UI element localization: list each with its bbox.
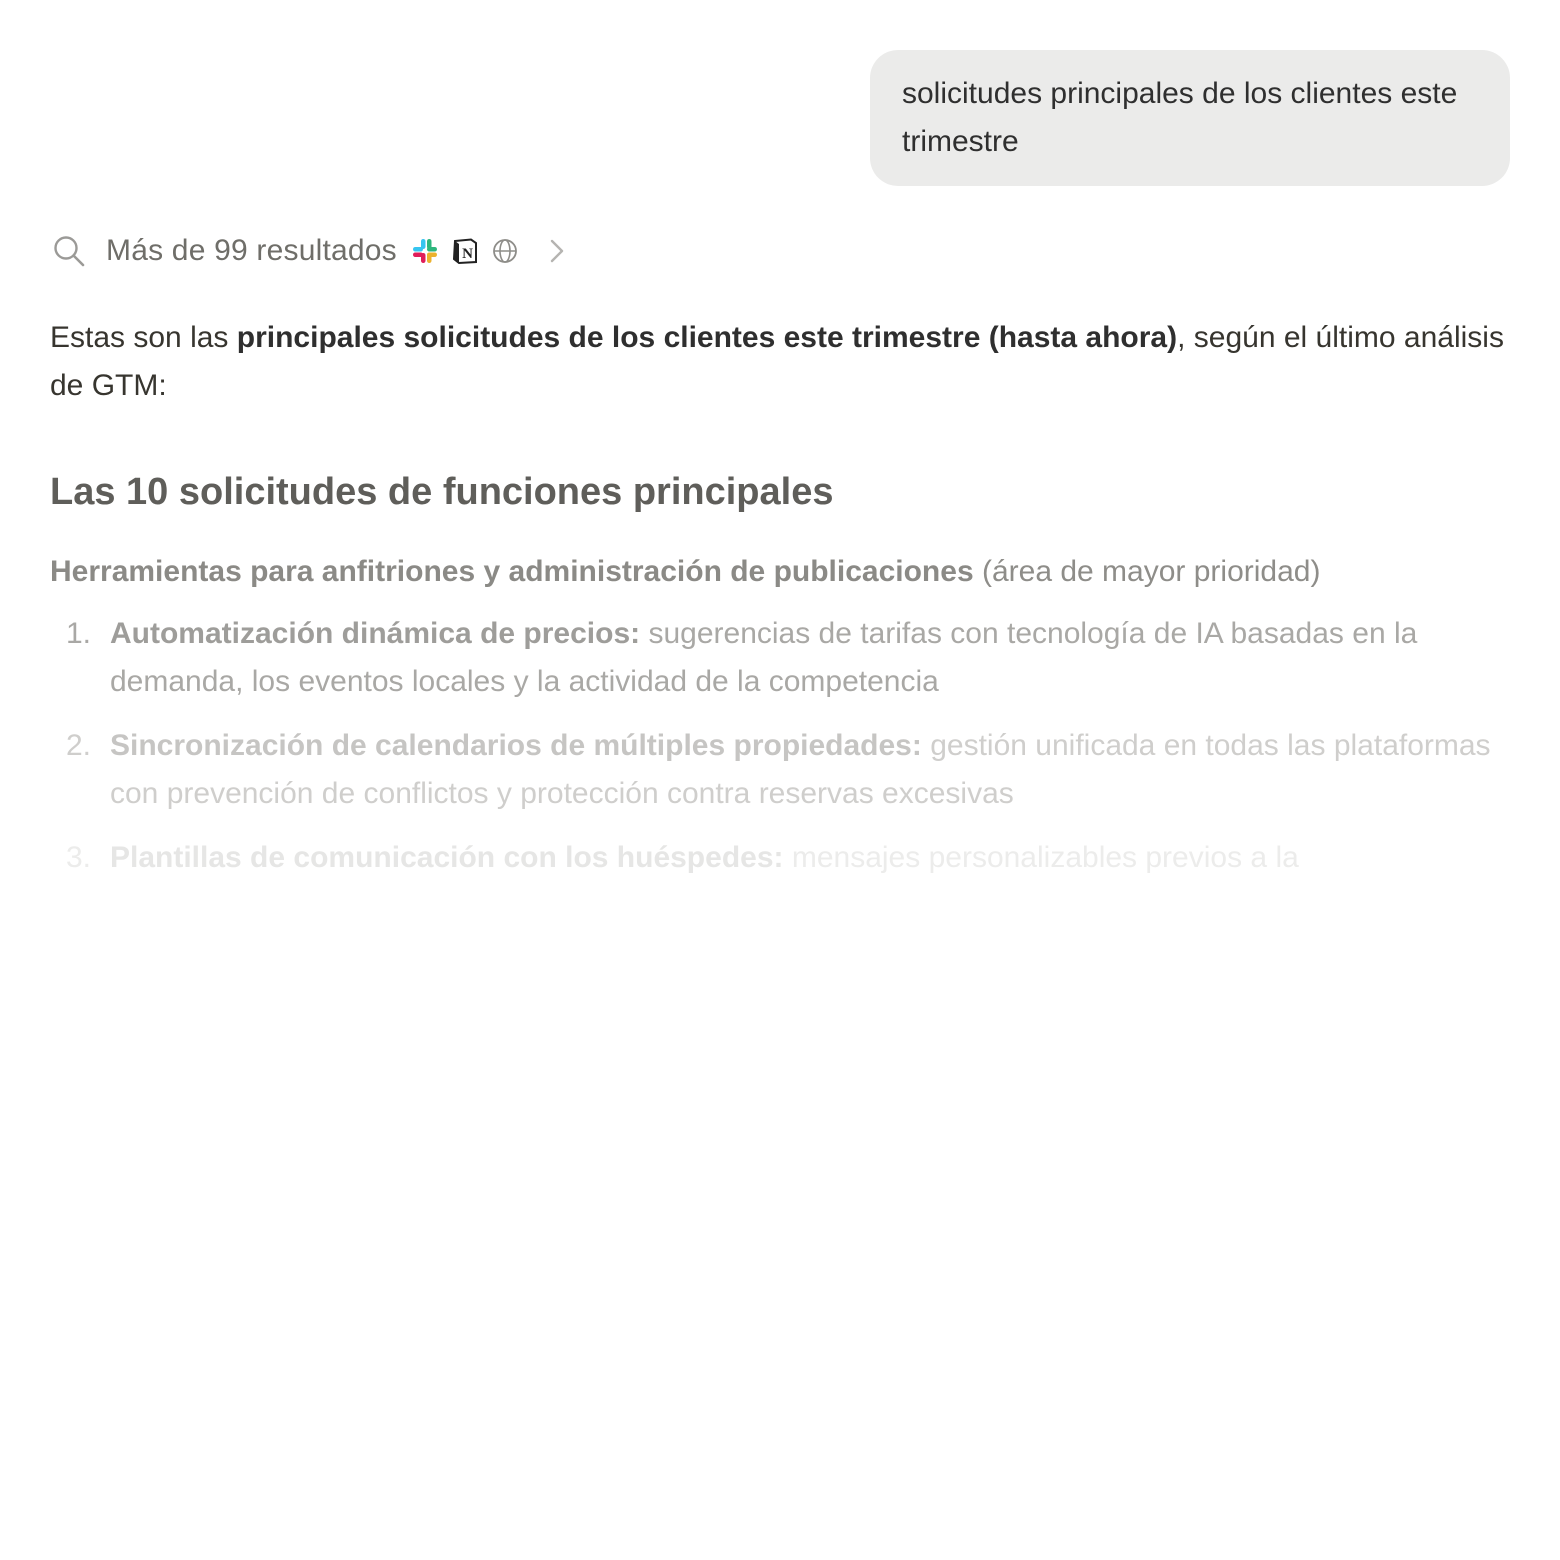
chevron-right-icon[interactable] <box>545 237 569 265</box>
intro-suffix: , según el último análisis de GTM: <box>50 321 1504 402</box>
item-description: mensajes personalizables previos a la <box>783 841 1299 874</box>
svg-text:N: N <box>461 246 473 262</box>
item-title: Plantillas de comunicación con los huéspedes: <box>110 841 784 874</box>
category-note: (área de mayor prioridad) <box>973 555 1321 588</box>
user-message-bubble: solicitudes principales de los clientes este trimestre <box>870 50 1510 186</box>
feature-request-list <box>50 610 1510 882</box>
item-number: 1. <box>66 617 92 650</box>
search-icon <box>52 234 86 268</box>
item-description: sugerencias de tarifas con tecnología de IA basadas en la demanda, los eventos locales y la actividad de la competencia <box>110 617 1418 698</box>
item-title: Automatización dinámica de precios: <box>110 617 641 650</box>
list-item <box>50 834 1510 882</box>
assistant-response <box>50 314 1510 898</box>
list-item <box>50 610 1510 706</box>
search-results-summary[interactable] <box>52 228 569 274</box>
section-heading: Las 10 solicitudes de funciones principales <box>50 471 834 513</box>
slack-icon <box>411 237 439 265</box>
user-message-row <box>870 50 1510 186</box>
category-label <box>50 548 1510 596</box>
globe-icon <box>491 237 519 265</box>
category-title: Herramientas para anfitriones y administración de publicaciones <box>50 555 974 588</box>
response-intro <box>50 314 1510 410</box>
item-number: 2. <box>66 729 92 762</box>
results-count-label: Más de 99 resultados <box>106 234 397 267</box>
item-title: Sincronización de calendarios de múltiples propiedades: <box>110 729 922 762</box>
list-item <box>50 722 1510 818</box>
intro-prefix: Estas son las <box>50 321 237 354</box>
item-number: 3. <box>66 841 92 874</box>
item-description: gestión unificada en todas las plataformas con prevención de conflictos y protección contra reservas excesivas <box>110 729 1491 810</box>
notion-icon <box>451 237 479 265</box>
intro-highlight: principales solicitudes de los clientes este trimestre (hasta ahora) <box>236 321 1178 354</box>
